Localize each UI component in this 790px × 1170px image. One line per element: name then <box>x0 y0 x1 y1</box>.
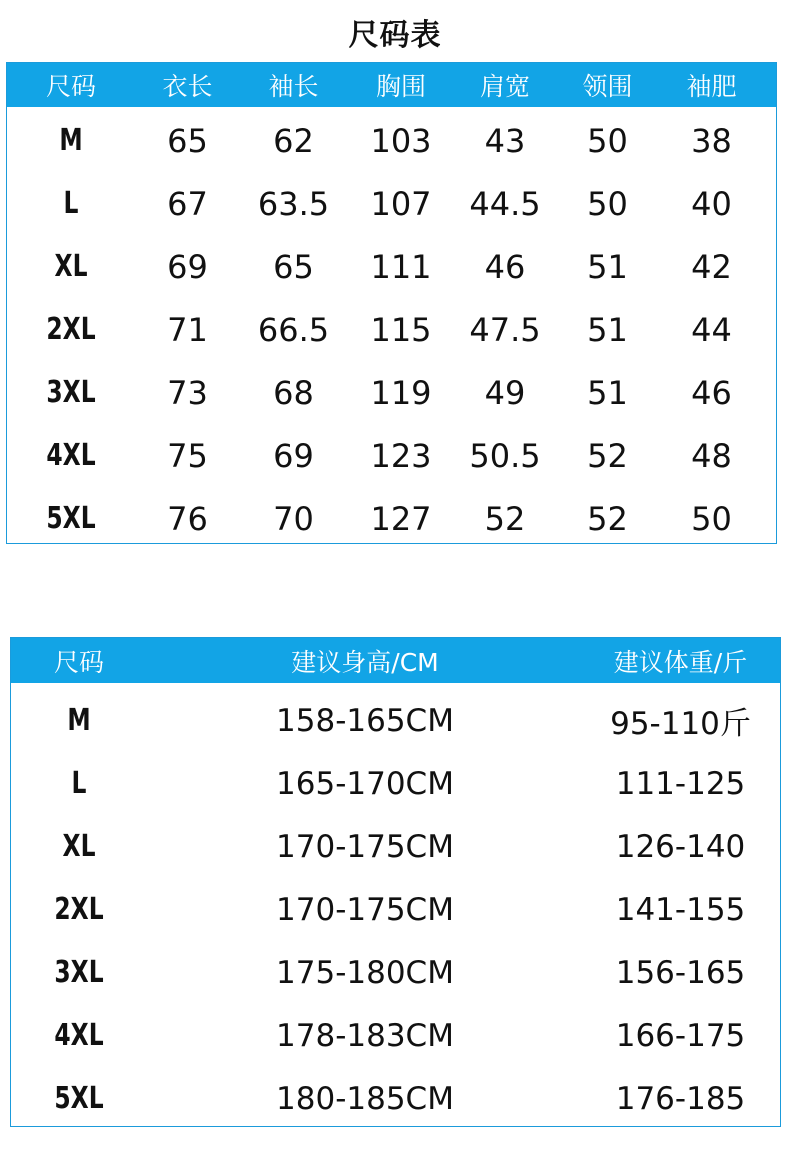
table-row <box>7 298 776 361</box>
size-label: 4XL <box>46 438 96 473</box>
table-header-row <box>7 63 776 107</box>
table-cell: 119 <box>370 373 432 412</box>
size-label: 4XL <box>54 1018 104 1053</box>
header-recommended-height: 建议身高/CM <box>291 647 439 677</box>
table-row <box>11 1067 780 1130</box>
size-label: 5XL <box>46 501 96 536</box>
table-cell: 111-125 <box>615 765 746 802</box>
table-cell: 67 <box>167 184 208 223</box>
table-row <box>11 815 780 878</box>
table-cell: 158-165CM <box>276 702 454 739</box>
table-cell: 65 <box>167 121 208 160</box>
size-label: 2XL <box>54 892 104 927</box>
table-cell: 127 <box>370 499 432 538</box>
size-measurement-table <box>6 62 777 544</box>
table-cell: 180-185CM <box>276 1080 454 1117</box>
size-recommendation-table <box>10 637 781 1127</box>
table-cell: 52 <box>587 499 628 538</box>
table-cell: 178-183CM <box>276 1017 454 1054</box>
table-row <box>11 1004 780 1067</box>
header-chest: 胸围 <box>375 72 426 101</box>
table-row <box>7 487 776 550</box>
table-cell: 166-175 <box>615 1017 746 1054</box>
table-cell: 66.5 <box>257 310 330 349</box>
table-row <box>7 361 776 424</box>
table-cell: 46 <box>484 247 526 286</box>
size-label: M <box>59 123 83 158</box>
table-cell: 71 <box>167 310 208 349</box>
table-cell: 44 <box>691 310 732 349</box>
size-label: L <box>63 186 79 221</box>
table-cell: 50.5 <box>469 436 541 475</box>
header-collar: 领围 <box>582 72 633 101</box>
table-cell: 52 <box>587 436 628 475</box>
table-cell: 170-175CM <box>276 891 454 928</box>
table-row <box>7 109 776 172</box>
header-recommended-weight: 建议体重/斤 <box>613 647 748 677</box>
table-row <box>11 941 780 1004</box>
table-row <box>11 752 780 815</box>
table-cell: 170-175CM <box>276 828 454 865</box>
table-cell: 103 <box>370 121 432 160</box>
table-cell: 111 <box>370 247 432 286</box>
table-cell: 165-170CM <box>276 765 454 802</box>
page-title: 尺码表 <box>348 18 442 53</box>
table-cell: 65 <box>273 247 314 286</box>
table-cell: 51 <box>587 310 628 349</box>
table-cell: 95-110斤 <box>610 706 751 742</box>
header-sleeve-length: 袖长 <box>268 72 319 101</box>
table-cell: 141-155 <box>615 891 746 928</box>
size-label: XL <box>62 829 96 864</box>
table-cell: 42 <box>691 247 732 286</box>
table-cell: 48 <box>691 436 732 475</box>
table-cell: 126-140 <box>615 828 746 865</box>
table-cell: 156-165 <box>615 954 746 991</box>
table-cell: 115 <box>370 310 432 349</box>
table-cell: 176-185 <box>615 1080 746 1117</box>
header-shoulder: 肩宽 <box>479 72 530 101</box>
table-cell: 51 <box>587 373 628 412</box>
table-cell: 44.5 <box>469 184 541 223</box>
table-cell: 69 <box>273 436 314 475</box>
size-label: 3XL <box>54 955 104 990</box>
header-size: 尺码 <box>45 72 96 101</box>
header-size: 尺码 <box>53 647 104 677</box>
table-row <box>7 235 776 298</box>
table-cell: 76 <box>167 499 208 538</box>
table-cell: 69 <box>167 247 208 286</box>
size-label: 3XL <box>46 375 96 410</box>
table-cell: 123 <box>370 436 432 475</box>
table-cell: 68 <box>273 373 314 412</box>
table-cell: 40 <box>691 184 732 223</box>
table-cell: 75 <box>167 436 208 475</box>
table-cell: 62 <box>273 121 314 160</box>
table-row <box>7 172 776 235</box>
size-label: M <box>67 703 91 738</box>
table-cell: 70 <box>273 499 314 538</box>
size-label: XL <box>54 249 88 284</box>
size-label: L <box>71 766 87 801</box>
table-cell: 50 <box>691 499 732 538</box>
table-cell: 175-180CM <box>276 954 454 991</box>
table-cell: 51 <box>587 247 628 286</box>
table-cell: 38 <box>691 121 732 160</box>
header-length: 衣长 <box>162 72 213 101</box>
table-cell: 43 <box>484 121 526 160</box>
table-row <box>11 878 780 941</box>
table-cell: 46 <box>691 373 732 412</box>
table-row <box>11 689 780 752</box>
table-cell: 73 <box>167 373 208 412</box>
table-cell: 107 <box>370 184 432 223</box>
table-cell: 47.5 <box>469 310 541 349</box>
table-cell: 52 <box>484 499 526 538</box>
header-sleeve-width: 袖肥 <box>686 72 737 101</box>
table-header-row <box>11 638 780 683</box>
table-row <box>7 424 776 487</box>
table-cell: 49 <box>484 373 526 412</box>
table-cell: 50 <box>587 184 628 223</box>
table-cell: 50 <box>587 121 628 160</box>
table-cell: 63.5 <box>257 184 330 223</box>
size-label: 2XL <box>46 312 96 347</box>
size-label: 5XL <box>54 1081 104 1116</box>
